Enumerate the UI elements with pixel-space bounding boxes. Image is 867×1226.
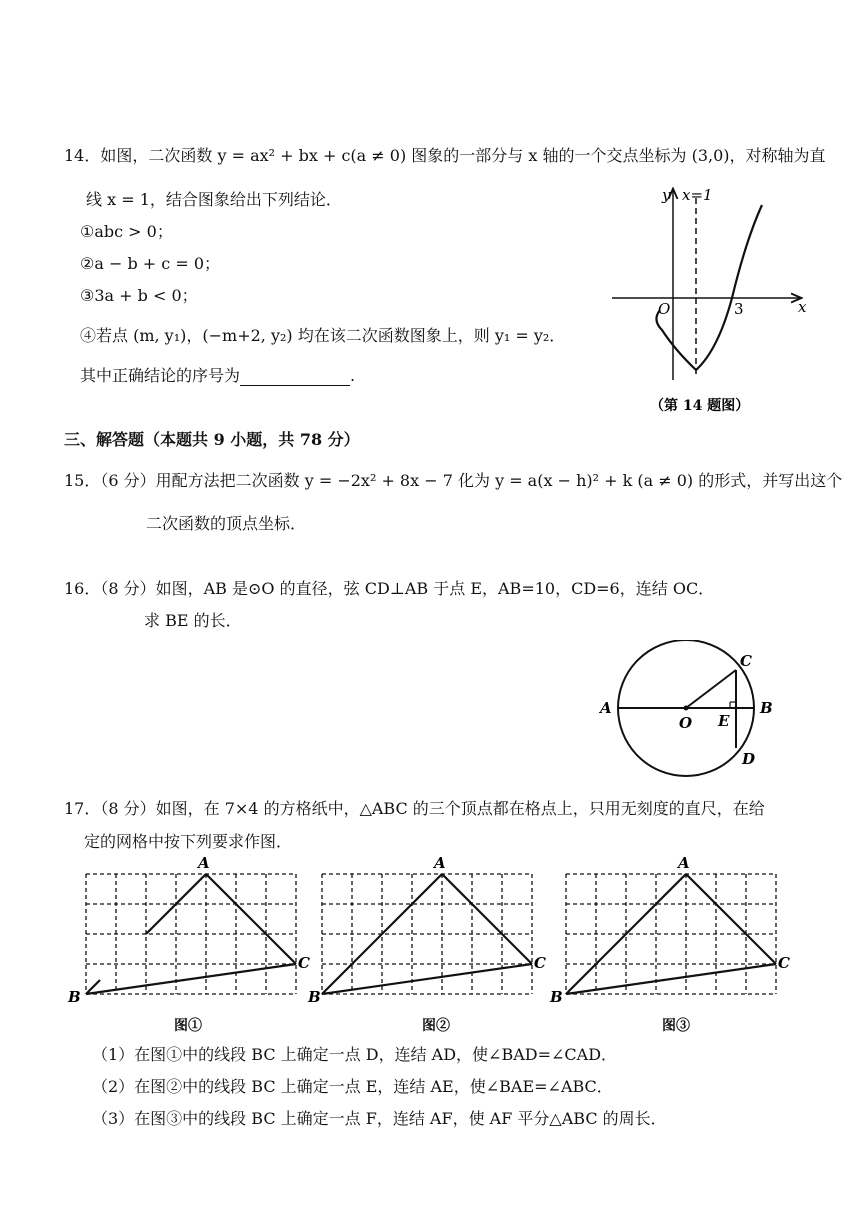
q16-line2: 求 BE 的长． <box>144 611 242 630</box>
q17-part-1: （1）在图①中的线段 BC 上确定一点 D，连结 AD，使∠BAD=∠CAD． <box>92 1045 618 1064</box>
label-c: C <box>298 954 310 972</box>
q14-conclusion-3: ③3a + b < 0； <box>80 286 198 305</box>
label-a: A <box>434 854 446 872</box>
label-b: B <box>308 988 321 1006</box>
label-c: C <box>740 652 752 670</box>
answer-blank <box>240 369 350 386</box>
q16-circle-figure <box>592 640 782 790</box>
label-e: E <box>718 712 730 730</box>
label-b: B <box>760 699 773 717</box>
intercept-label: 3 <box>734 300 744 318</box>
q17-line1: 17．（8 分）如图，在 7×4 的方格纸中，△ABC 的三个顶点都在格点上，只用无刻度的直尺，在给 <box>64 799 765 818</box>
q14-ask-text: 其中正确结论的序号为 <box>80 366 241 385</box>
q17-part-2: （2）在图②中的线段 BC 上确定一点 E，连结 AE，使∠BAE=∠ABC． <box>92 1077 613 1096</box>
q15-line2: 二次函数的顶点坐标． <box>146 514 307 533</box>
fig3-caption: 图③ <box>662 1018 690 1034</box>
fig2-caption: 图② <box>422 1018 450 1034</box>
x-axis-label: x <box>798 298 807 316</box>
q15-line1: 15．（6 分）用配方法把二次函数 y = −2x² + 8x − 7 化为 y = a(x − h)² + k (a ≠ 0) 的形式，并写出这个 <box>64 471 843 490</box>
label-o: O <box>679 714 693 732</box>
q14-conclusion-4: ④若点 (m, y₁)，(−m+2, y₂) 均在该二次函数图象上，则 y₁ = y₂． <box>80 326 566 345</box>
q14-ask-end: . <box>350 366 356 385</box>
label-a: A <box>678 854 690 872</box>
label-b: B <box>68 988 81 1006</box>
origin-label: O <box>658 300 671 318</box>
q14-conclusion-2: ②a − b + c = 0； <box>80 254 221 273</box>
label-a: A <box>600 699 612 717</box>
label-c: C <box>534 954 546 972</box>
q14-parabola-figure <box>600 180 820 420</box>
label-d: D <box>742 750 756 768</box>
q14-fig-caption: （第 14 题图） <box>650 398 750 414</box>
y-axis-label: y <box>662 186 671 204</box>
symmetry-label: x=1 <box>682 186 713 204</box>
q17-part-3: （3）在图③中的线段 BC 上确定一点 F，连结 AF，使 AF 平分△ABC 的周长． <box>92 1109 667 1128</box>
q17-grid-figure-3 <box>546 852 796 1012</box>
fig1-caption: 图① <box>174 1018 202 1034</box>
q17-line2: 定的网格中按下列要求作图． <box>84 832 293 851</box>
label-b: B <box>550 988 563 1006</box>
q16-line1: 16．（8 分）如图，AB 是⊙O 的直径，弦 CD⊥AB 于点 E，AB=10，CD=6，连结 OC． <box>64 579 715 598</box>
label-a: A <box>198 854 210 872</box>
q14-line1: 14．如图，二次函数 y = ax² + bx + c(a ≠ 0) 图象的一部分与 x 轴的一个交点坐标为 (3,0)，对称轴为直 <box>64 146 826 165</box>
center-point <box>684 706 689 711</box>
section-heading: 三、解答题（本题共 9 小题，共 78 分） <box>64 430 360 449</box>
radius-oc <box>686 670 736 708</box>
q17-grid-figure-1 <box>66 852 311 1012</box>
label-c: C <box>778 954 790 972</box>
q14-ask <box>80 366 355 386</box>
q14-line2: 线 x = 1，结合图象给出下列结论． <box>86 190 342 209</box>
q14-conclusion-1: ①abc > 0； <box>80 222 173 241</box>
q17-grid-figure-2 <box>302 852 552 1012</box>
